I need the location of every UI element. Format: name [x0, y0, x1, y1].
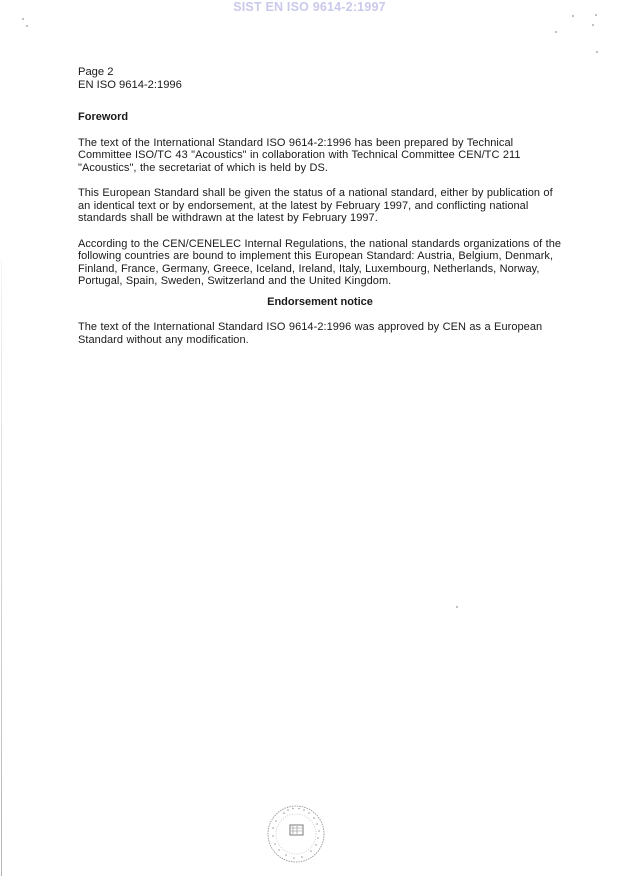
foreword-paragraph-2: This European Standard shall be given the status of a national standard, either by publication of an identical text or by endorsement, at the latest by February 1997, and conflicting national standards shall be withdrawn at the latest by February 1997. — [78, 187, 553, 224]
foreword-heading: Foreword — [78, 111, 129, 123]
scan-speck — [456, 606, 458, 608]
scan-speck — [592, 24, 594, 26]
endorsement-paragraph: The text of the International Standard ISO 9614-2:1996 was approved by CEN as a European Standard without any modification. — [78, 321, 543, 346]
foreword-paragraph-3: According to the CEN/CENELEC Internal Regulations, the national standards organizations of the following countries are bound to implement this European Standard: Austria, Belgium, Denmark, Finland, France, Germany, Greece, Iceland, Ireland, Italy, Luxembourg, Netherlands, Norway, Portugal, Spain, Sweden, Switzerland and the United Kingdom. — [78, 237, 562, 287]
scan-speck — [596, 51, 598, 53]
scan-speck — [555, 31, 557, 33]
official-seal-stamp-icon — [266, 803, 326, 865]
scan-speck — [22, 18, 24, 20]
watermark-title: SIST EN ISO 9614-2:1997 — [233, 0, 386, 14]
page-number: Page 2 — [78, 66, 114, 78]
scan-edge-line — [1, 260, 2, 876]
standard-id: EN ISO 9614-2:1996 — [78, 79, 182, 91]
foreword-paragraph-1: The text of the International Standard ISO 9614-2:1996 has been prepared by Technical Committee ISO/TC 43 "Acoustics" in collaboration with Technical Committee CEN/TC 211 "Acoustics", the secretariat of which is held by DS. — [78, 136, 521, 174]
scan-speck — [572, 15, 574, 17]
scan-speck — [26, 25, 28, 27]
document-page — [78, 66, 568, 346]
endorsement-heading: Endorsement notice — [267, 295, 373, 308]
scan-speck — [595, 14, 597, 16]
